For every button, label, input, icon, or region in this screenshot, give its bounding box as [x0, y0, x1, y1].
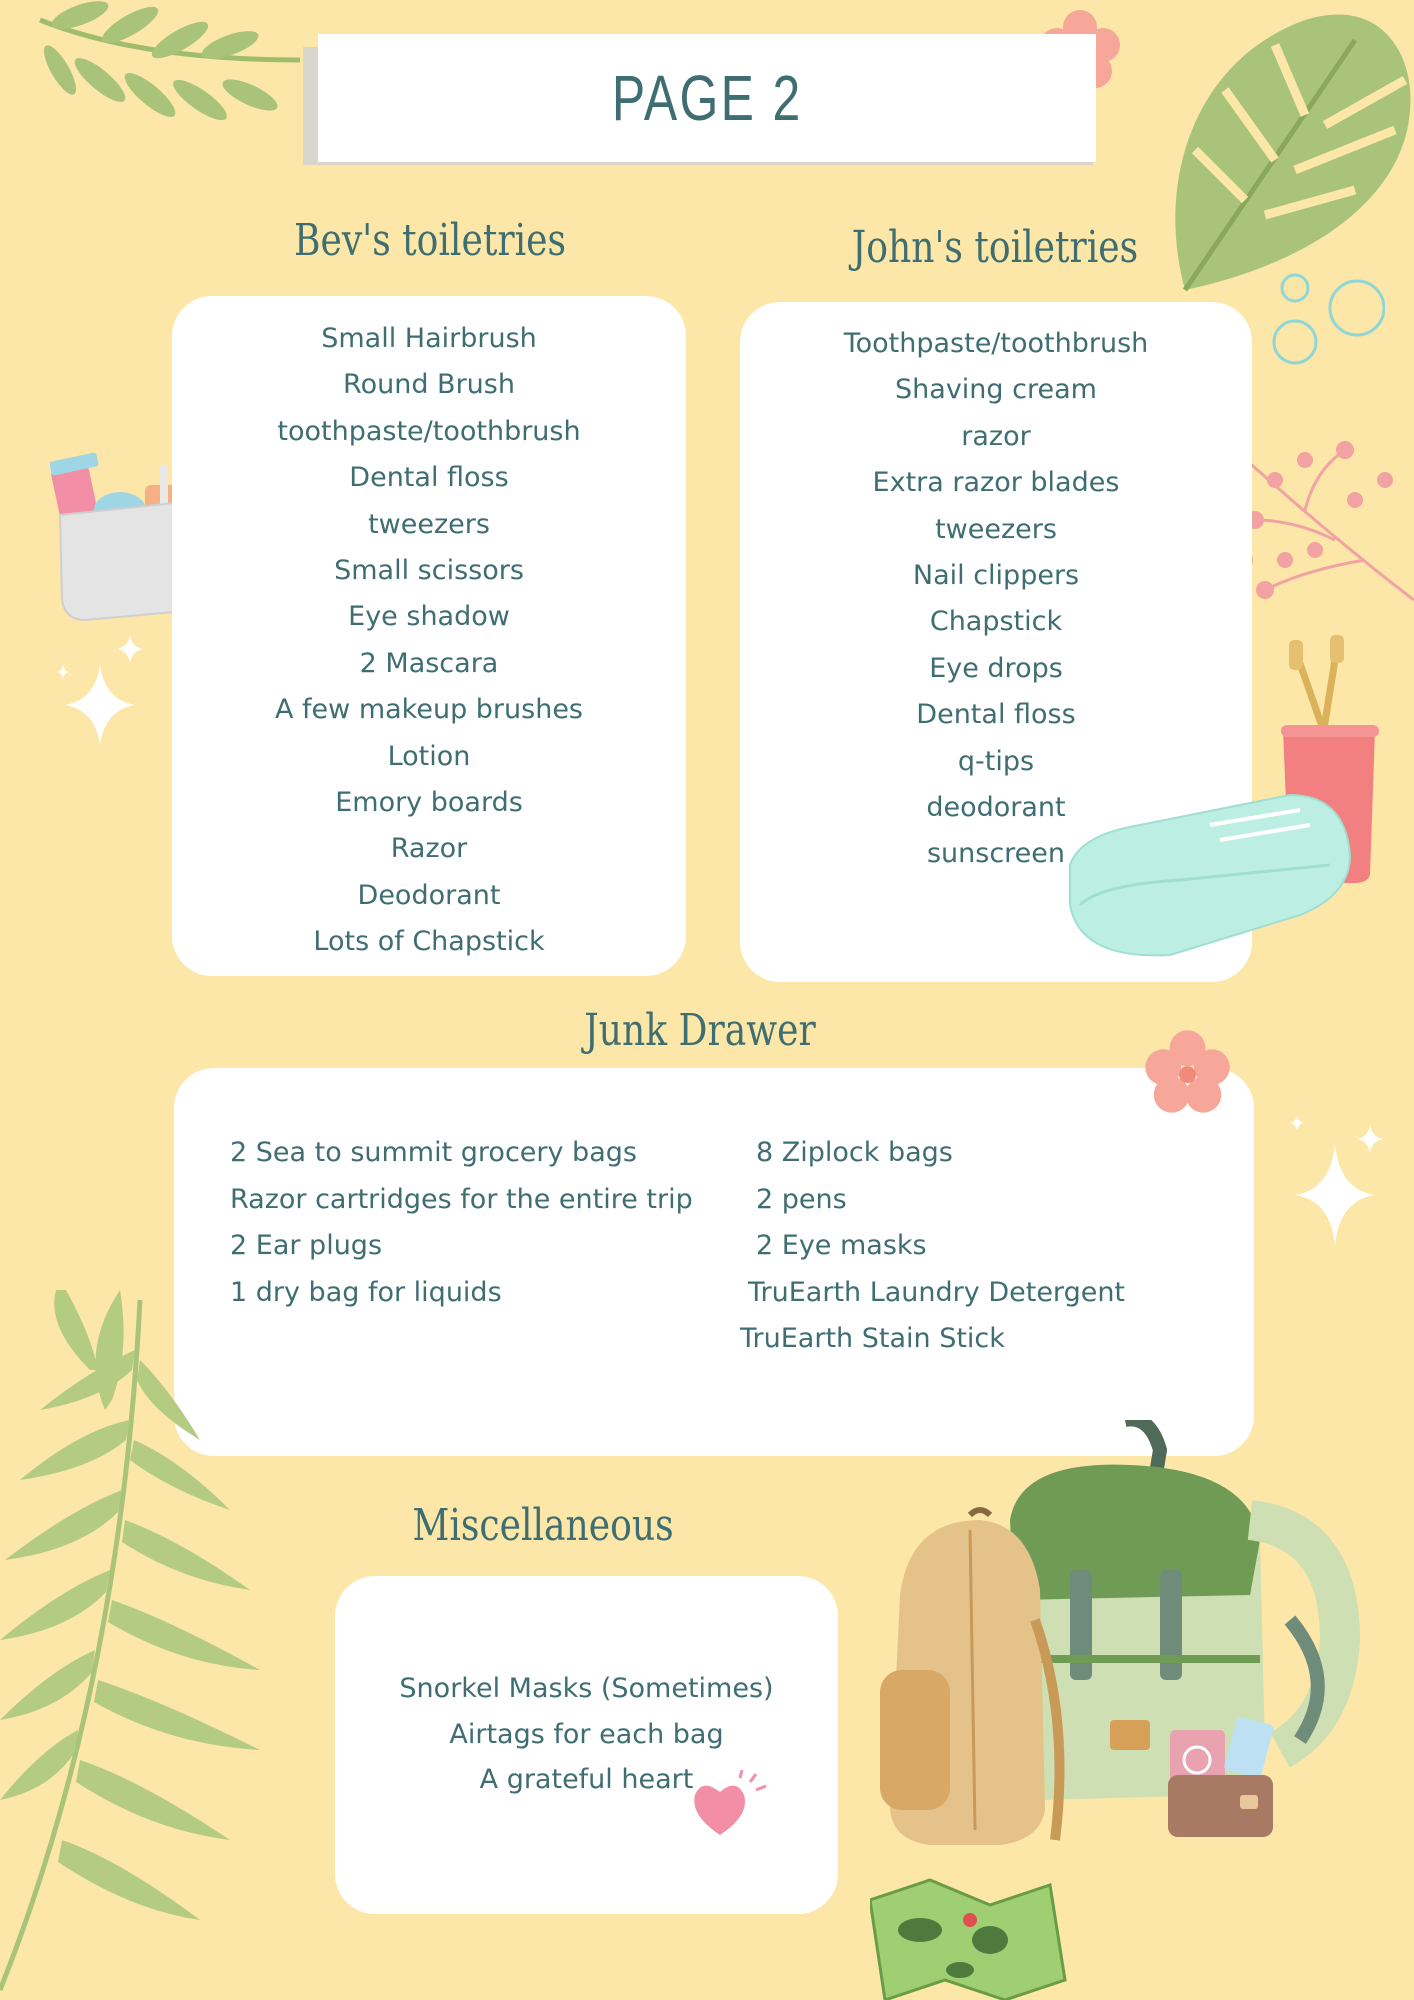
- junk-left-list: [230, 1130, 693, 1316]
- list-item: toothpaste/toothbrush: [277, 415, 581, 447]
- list-item: Razor: [390, 833, 468, 865]
- misc-card: [335, 1576, 838, 1914]
- palm-leaf-icon: [0, 1290, 280, 2000]
- list-item: Deodorant: [357, 879, 501, 911]
- list-item: Chapstick: [929, 606, 1063, 638]
- list-item: deodorant: [926, 792, 1066, 824]
- list-item: 2 Ear plugs: [230, 1230, 383, 1261]
- list-item: Small scissors: [334, 555, 524, 587]
- list-item: Razor cartridges for the entire trip: [230, 1183, 693, 1215]
- john-heading: John's toiletries: [851, 222, 1139, 273]
- list-item: Toothpaste/toothbrush: [843, 328, 1149, 359]
- junk-card: [174, 1068, 1254, 1456]
- list-item: Snorkel Masks (Sometimes): [399, 1673, 774, 1704]
- list-item: 1 dry bag for liquids: [230, 1276, 502, 1308]
- list-item: Lots of Chapstick: [313, 926, 545, 958]
- list-item: tweezers: [368, 508, 490, 540]
- list-item: Airtags for each bag: [449, 1718, 724, 1750]
- list-item: Dental floss: [916, 699, 1076, 731]
- junk-right-list: [740, 1130, 1125, 1363]
- list-item: Small Hairbrush: [321, 323, 537, 354]
- flower-icon: [1140, 1025, 1235, 1120]
- bev-heading: Bev's toiletries: [294, 215, 566, 266]
- list-item: TruEarth Laundry Detergent: [748, 1276, 1126, 1308]
- list-item: sunscreen: [926, 838, 1066, 870]
- list-item: Eye drops: [929, 652, 1063, 684]
- backpack-icon: [870, 1420, 1360, 2000]
- bev-card: [172, 296, 686, 976]
- junk-heading: Junk Drawer: [584, 1005, 816, 1056]
- list-item: q-tips: [957, 745, 1035, 777]
- list-item: 8 Ziplock bags: [756, 1137, 953, 1168]
- list-item: Eye shadow: [348, 601, 510, 633]
- sparkle-icon: [1285, 1115, 1385, 1245]
- sparkle-icon: [55, 635, 145, 745]
- misc-list: [335, 1576, 838, 1803]
- list-item: A grateful heart: [479, 1764, 694, 1795]
- bev-list: [172, 296, 686, 966]
- list-item: Shaving cream: [895, 374, 1097, 406]
- towel-icon: [1060, 785, 1355, 960]
- list-item: TruEarth Stain Stick: [740, 1323, 1005, 1354]
- list-item: Nail clippers: [912, 560, 1080, 592]
- list-item: Lotion: [387, 740, 471, 772]
- bubbles-icon: [1265, 270, 1385, 370]
- list-item: 2 Sea to summit grocery bags: [230, 1137, 637, 1168]
- list-item: 2 pens: [756, 1183, 847, 1215]
- title-card: [318, 34, 1096, 162]
- heart-icon: [690, 1770, 770, 1840]
- list-item: A few makeup brushes: [274, 694, 583, 726]
- leaf-branch-icon: [20, 0, 310, 180]
- list-item: razor: [961, 420, 1031, 452]
- monstera-leaf-icon: [1155, 0, 1414, 300]
- list-item: Dental floss: [349, 462, 509, 494]
- list-item: Emory boards: [335, 787, 523, 819]
- list-item: Round Brush: [343, 369, 515, 401]
- misc-heading: Miscellaneous: [412, 1500, 674, 1551]
- list-item: Extra razor blades: [872, 467, 1120, 499]
- page-title: PAGE 2: [611, 62, 803, 134]
- list-item: 2 Eye masks: [756, 1230, 927, 1261]
- list-item: tweezers: [935, 513, 1057, 545]
- list-item: 2 Mascara: [359, 647, 499, 679]
